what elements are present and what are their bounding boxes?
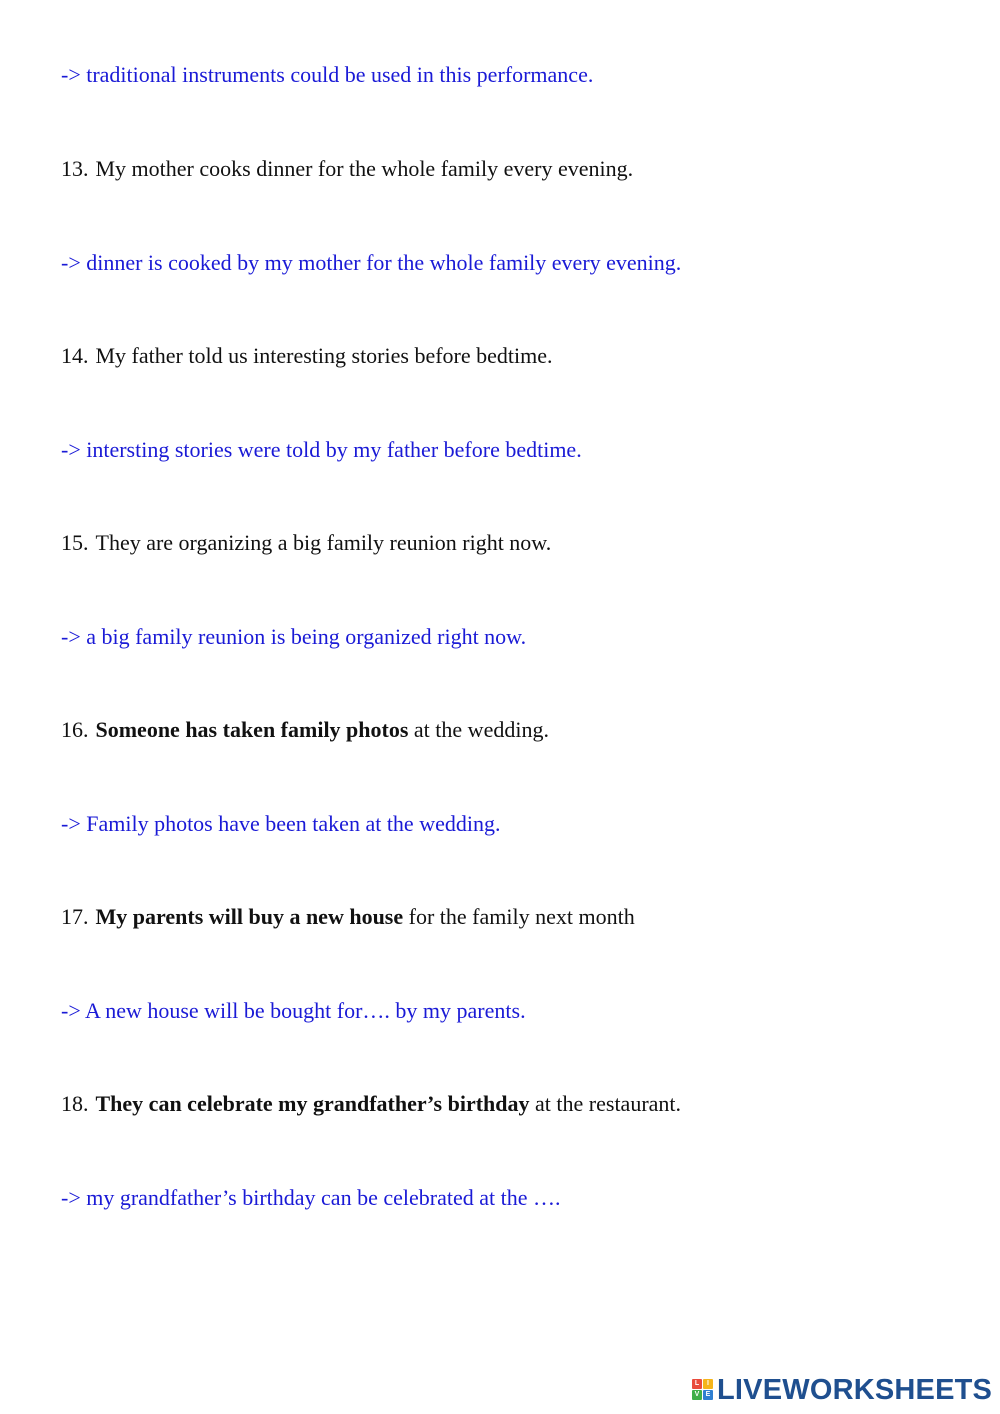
logo-tile: I xyxy=(703,1379,713,1389)
question-bold-text: Someone has taken family photos xyxy=(95,717,409,742)
question-14 xyxy=(61,343,553,369)
question-18 xyxy=(61,1091,681,1117)
question-number: 15. xyxy=(61,530,89,555)
question-text: They are organizing a big family reunion right now. xyxy=(95,530,552,555)
question-text: My mother cooks dinner for the whole family every evening. xyxy=(95,156,634,181)
question-17 xyxy=(61,904,635,930)
question-number: 14. xyxy=(61,343,89,368)
answer-15: -> a big family reunion is being organized right now. xyxy=(61,624,527,649)
question-13 xyxy=(61,156,633,182)
question-text: My father told us interesting stories before bedtime. xyxy=(95,343,553,368)
question-text: at the restaurant. xyxy=(529,1091,682,1116)
question-bold-text: My parents will buy a new house xyxy=(95,904,404,929)
question-bold-text: They can celebrate my grandfather’s birthday xyxy=(95,1091,530,1116)
question-number: 13. xyxy=(61,156,89,181)
answer-14: -> intersting stories were told by my father before bedtime. xyxy=(61,437,582,462)
question-16 xyxy=(61,717,549,743)
question-number: 16. xyxy=(61,717,89,742)
liveworksheets-logo-icon xyxy=(692,1379,714,1401)
question-number: 17. xyxy=(61,904,89,929)
answer-18: -> my grandfather’s birthday can be celebrated at the …. xyxy=(61,1185,561,1210)
question-15 xyxy=(61,530,551,556)
answer-16: -> Family photos have been taken at the wedding. xyxy=(61,811,501,836)
liveworksheets-logo xyxy=(692,1375,992,1405)
logo-tile: E xyxy=(703,1390,713,1400)
logo-tile: L xyxy=(692,1379,702,1389)
question-number: 18. xyxy=(61,1091,89,1116)
logo-tile: V xyxy=(692,1390,702,1400)
answer-13: -> dinner is cooked by my mother for the whole family every evening. xyxy=(61,250,682,275)
answer-17: -> A new house will be bought for…. by my parents. xyxy=(61,998,526,1023)
question-text: at the wedding. xyxy=(408,717,549,742)
answer-12: -> traditional instruments could be used in this performance. xyxy=(61,62,594,87)
logo-text: LIVEWORKSHEETS xyxy=(717,1374,993,1406)
question-text: for the family next month xyxy=(403,904,635,929)
